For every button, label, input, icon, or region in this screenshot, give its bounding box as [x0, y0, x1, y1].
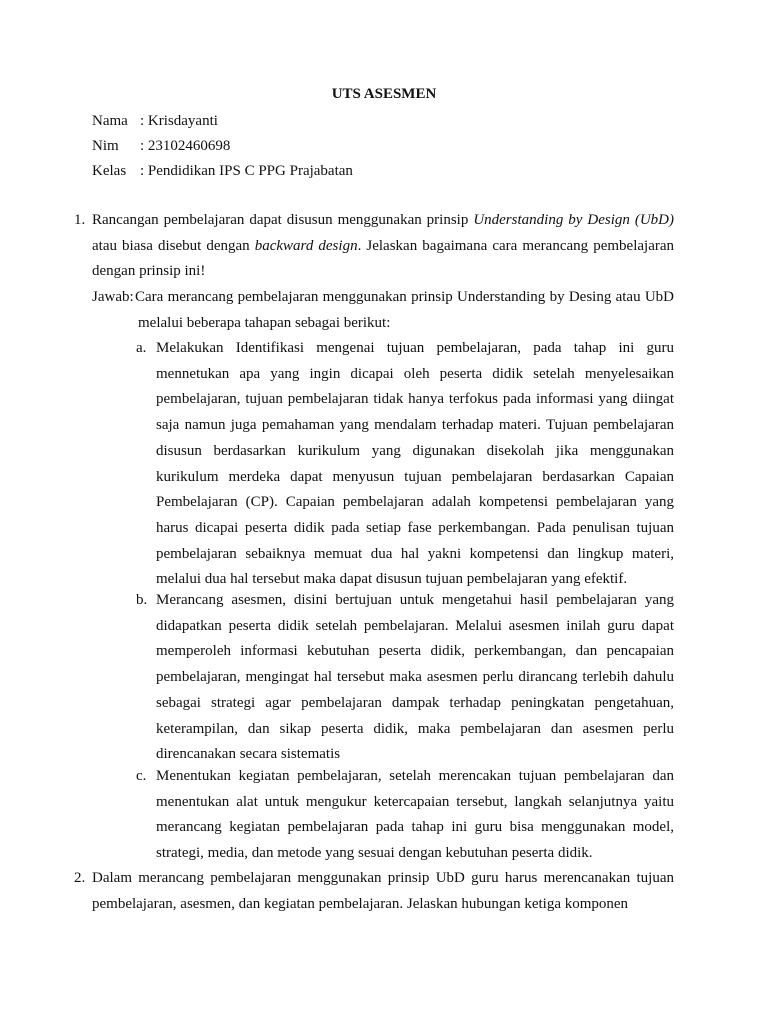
identity-row-kelas [92, 161, 353, 181]
answer-item-a-text: Melakukan Identifikasi mengenai tujuan pembelajaran, pada tahap ini guru mennetukan apa yang ingin dicapai oleh peserta didik setelah menyelesaikan pembelajaran, tujuan pembelajaran tidak hanya terfokus pada informasi yang diingat saja namun juga pemahaman yang mendalam terhadap materi. Tujuan pembelajaran disusun berdasarkan kurikulum yang digunakan disekolah jika menggunakan kurikulum merdeka dapat menyusun tujuan pembelajaran berdasarkan Capaian Pembelajaran (CP). Capaian pembelajaran adalah kompetensi pembelajaran yang harus dicapai peserta didik pada setiap fase perkembangan. Pada penulisan tujuan pembelajaran sebaiknya memuat dua hal yakni kompetensi dan lingkup materi, melalui dua hal tersebut maka dapat disusun tujuan pembelajaran yang efektif. [156, 340, 674, 588]
answer-item-letter: b. [136, 592, 148, 608]
identity-value: : Pendidikan IPS C PPG Prajabatan [140, 163, 353, 179]
answer-label: Jawab: [92, 289, 134, 305]
identity-label: Nama [92, 113, 128, 129]
question-number: 2. [74, 870, 86, 886]
document-title: UTS ASESMEN [331, 86, 437, 102]
question-2-text: Dalam merancang pembelajaran menggunakan prinsip UbD guru harus merencanakan tujuan pembelajaran, asesmen, dan kegiatan pembelajaran. Jelaskan hubungan ketiga komponen [92, 870, 674, 912]
question-text-part: atau biasa disebut dengan [92, 237, 255, 254]
answer-item-c-text: Menentukan kegiatan pembelajaran, setelah merencakan tujuan pembelajaran dan menentukan alat untuk mengukur ketercapaian tersebut, langkah selanjutnya yaitu merancang kegiatan pembelajaran pada tahap ini guru bisa menggunakan model, strategi, media, dan metode yang sesuai dengan kebutuhan peserta didik. [156, 768, 674, 862]
identity-label: Nim [92, 138, 119, 154]
question-1-text [92, 208, 674, 285]
question-text-part: . Jelaskan bagaimana cara merancang pembelajaran dengan prinsip ini! [92, 237, 675, 280]
identity-row-nim [92, 136, 230, 156]
identity-row-nama [92, 111, 218, 131]
question-italic-term: backward design [254, 237, 358, 254]
answer-intro: Cara merancang pembelajaran menggunakan prinsip Understanding by Desing atau UbD melalui beberapa tahapan sebagai berikut: [135, 289, 674, 331]
question-number: 1. [74, 212, 86, 228]
identity-value: : Krisdayanti [140, 113, 218, 129]
question-italic-term: Understanding by Design (UbD) [473, 212, 674, 228]
identity-label: Kelas [92, 163, 127, 179]
answer-item-letter: c. [136, 768, 147, 784]
answer-item-b-text: Merancang asesmen, disini bertujuan untuk mengetahui hasil pembelajaran yang didapatkan peserta didik setelah pembelajaran. Melalui asesmen inilah guru dapat memperoleh informasi kebutuhan peserta didik, perkembangan, dan pencapaian pembelajaran, mengingat hal tersebut maka asesmen perlu dirancang terlebih dahulu sebagai strategi agar pembelajaran dampak terhadap peningkatan pengetahuan, keterampilan, dan sikap peserta didik, maka pembelajaran dan asesmen perlu direncanakan secara sistematis [156, 592, 674, 763]
question-text-part: Rancangan pembelajaran dapat disusun menggunakan prinsip [92, 212, 474, 228]
identity-value: : 23102460698 [140, 138, 231, 154]
answer-item-letter: a. [136, 340, 147, 356]
